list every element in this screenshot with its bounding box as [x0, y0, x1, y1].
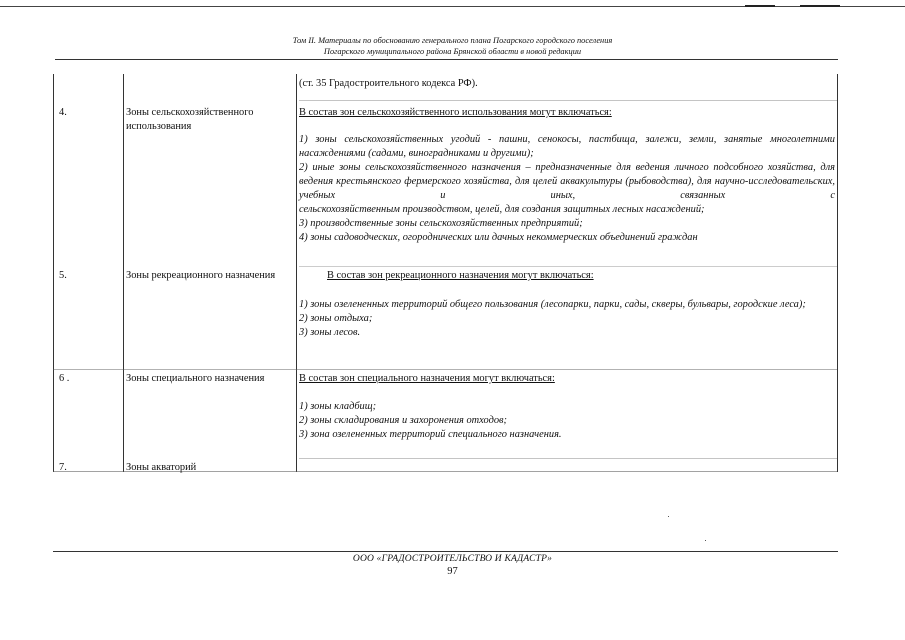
zone-item: 3) производственные зоны сельскохозяйственных предприятий;	[299, 218, 583, 229]
row-divider	[53, 369, 837, 370]
scan-speck	[705, 540, 706, 541]
zone-item: сельскохозяйственным производством, целей, для создания защитных лесных насаждений;	[299, 204, 705, 215]
zone-item: 3) зоны лесов.	[299, 327, 361, 338]
column-divider-2	[296, 74, 297, 472]
zone-name: Зоны акваторий	[126, 462, 197, 473]
zone-description	[299, 372, 835, 442]
table-border-left	[53, 74, 54, 472]
table-border-right	[837, 74, 838, 472]
zone-item: 3) зона озелененных территорий специального назначения.	[299, 429, 562, 440]
zone-name: Зоны специального назначения	[126, 373, 265, 384]
zone-item: 2) зоны складирования и захоронения отходов;	[299, 415, 507, 426]
scan-edge-mark	[800, 5, 840, 7]
zone-description	[299, 269, 835, 340]
row-number: 4.	[59, 107, 67, 118]
zone-lead-text: В состав зон рекреационного назначения могут включаться:	[327, 270, 594, 281]
footer-rule	[53, 551, 838, 552]
row-divider	[299, 100, 837, 101]
zone-description	[299, 106, 835, 245]
zone-item: 1) зоны кладбищ;	[299, 401, 377, 412]
page-number: 97	[447, 566, 458, 577]
row-divider	[299, 458, 837, 459]
zone-name: Зоны сельскохозяйственного использования	[126, 107, 254, 132]
zone-item: 4) зоны садоводческих, огороднических или дачных некоммерческих объединений граждан	[299, 232, 698, 243]
scan-speck	[668, 516, 669, 517]
row-number: 6 .	[59, 373, 70, 384]
zone-lead-text: В состав зон сельскохозяйственного использования могут включаться:	[299, 107, 612, 118]
zone-item: 1) зоны сельскохозяйственных угодий - пашни, сенокосы, пастбища, залежи, земли, занятые многолетними насаждениями (садами, виноградниками и другими);	[299, 134, 835, 159]
zones-table	[53, 74, 838, 472]
zone-item: 2) зоны отдыха;	[299, 313, 373, 324]
scan-edge-mark	[745, 5, 775, 7]
continuation-text: (ст. 35 Градостроительного кодекса РФ).	[299, 78, 478, 89]
footer-company: ООО «ГРАДОСТРОИТЕЛЬСТВО И КАДАСТР»	[352, 554, 553, 564]
zone-item: 2) иные зоны сельскохозяйственного назначения – предназначенные для ведения личного подсобного хозяйства, для ведения крестьянского фермерского хозяйства, для целей аквакультуры (рыбоводства), для научно-исследовательских, учебных и иных, связанных с	[299, 162, 835, 201]
row-number: 7.	[59, 462, 67, 473]
column-divider-1	[123, 74, 124, 472]
row-number: 5.	[59, 270, 67, 281]
zone-lead-text: В состав зон специального назначения могут включаться:	[299, 373, 555, 384]
row-divider	[299, 266, 837, 267]
zone-item: 1) зоны озелененных территорий общего пользования (лесопарки, парки, сады, скверы, бульвары, городские леса);	[299, 299, 806, 310]
header-line-1: Том II. Материалы по обоснованию генерального плана Погарского городского поселения	[292, 36, 613, 45]
header-rule	[55, 59, 838, 60]
zone-name: Зоны рекреационного назначения	[126, 270, 276, 281]
header-line-2: Погарского муниципального района Брянской области в новой редакции	[323, 47, 582, 56]
